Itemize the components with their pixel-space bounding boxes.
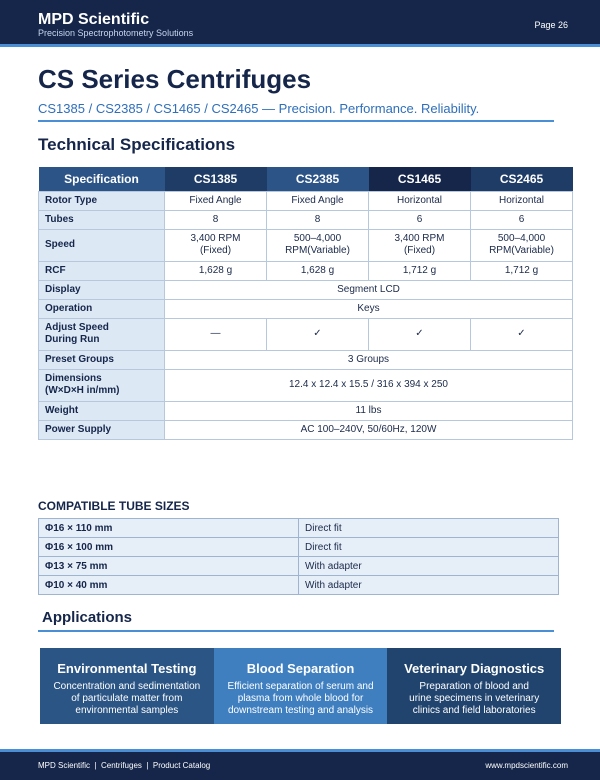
dash-icon: — [165, 318, 267, 350]
row-label-rotor: Rotor Type [39, 191, 165, 210]
desc-line: urine specimens in veterinary [409, 693, 540, 704]
table-cell: 1,712 g [369, 261, 471, 280]
cell-line: 3,400 RPM [394, 233, 445, 244]
card-description [387, 681, 561, 717]
tube-fit: Direct fit [299, 519, 559, 538]
desc-line: plasma from whole blood for [237, 693, 364, 704]
tube-size: Φ10 × 40 mm [39, 576, 299, 595]
page-number: Page 26 [534, 20, 568, 30]
table-cell [369, 229, 471, 261]
cell-line: 3,400 RPM [190, 233, 241, 244]
tube-fit: With adapter [299, 576, 559, 595]
row-label-tubes: Tubes [39, 210, 165, 229]
table-row [39, 210, 573, 229]
table-cell: AC 100–240V, 50/60Hz, 120W [165, 420, 573, 439]
label-line: (W×D×H in/mm) [45, 385, 120, 396]
application-cards [40, 648, 561, 724]
table-cell [471, 229, 573, 261]
tube-sizes-table [38, 518, 559, 595]
tube-sizes-heading: COMPATIBLE TUBE SIZES [38, 499, 190, 513]
table-cell: Fixed Angle [165, 191, 267, 210]
col-header-cs1385: CS1385 [165, 167, 267, 191]
row-label-weight: Weight [39, 401, 165, 420]
card-blood-separation [214, 648, 388, 724]
header-accent-rule [0, 44, 600, 47]
row-label-rcf: RCF [39, 261, 165, 280]
tube-size: Φ16 × 110 mm [39, 519, 299, 538]
card-description [40, 681, 214, 717]
tube-fit: Direct fit [299, 538, 559, 557]
row-label-speed: Speed [39, 229, 165, 261]
table-cell: 1,712 g [471, 261, 573, 280]
label-line: Dimensions [45, 373, 102, 384]
desc-line: clinics and field laboratories [412, 705, 536, 716]
table-cell: 3 Groups [165, 350, 573, 369]
cell-line: (Fixed) [199, 245, 232, 256]
row-label-adjust-speed [39, 318, 165, 350]
table-row [39, 401, 573, 420]
card-title: Blood Separation [246, 661, 355, 676]
table-row [39, 261, 573, 280]
col-header-cs2385: CS2385 [267, 167, 369, 191]
tube-size: Φ13 × 75 mm [39, 557, 299, 576]
label-line: Adjust Speed [45, 322, 109, 333]
desc-line: downstream testing and analysis [227, 705, 374, 716]
row-label-preset: Preset Groups [39, 350, 165, 369]
check-icon: ✓ [471, 318, 573, 350]
table-row [39, 350, 573, 369]
table-cell: 8 [267, 210, 369, 229]
row-label-operation: Operation [39, 299, 165, 318]
table-row [39, 280, 573, 299]
cell-line: RPM(Variable) [285, 245, 350, 256]
card-veterinary-diagnostics [387, 648, 561, 724]
desc-line: Preparation of blood and [419, 681, 529, 692]
cell-line: 500–4,000 [293, 233, 342, 244]
table-row [39, 369, 573, 401]
col-header-cs1465: CS1465 [369, 167, 471, 191]
label-line: During Run [45, 334, 100, 345]
col-header-specification: Specification [39, 167, 165, 191]
footer-breadcrumb: MPD Scientific | Centrifuges | Product Catalog [38, 761, 211, 770]
desc-line: environmental samples [75, 705, 179, 716]
applications-divider [38, 630, 554, 632]
table-row [39, 576, 559, 595]
table-cell: 6 [471, 210, 573, 229]
table-row [39, 538, 559, 557]
cell-line: RPM(Variable) [489, 245, 554, 256]
page-subtitle: CS1385 / CS2385 / CS1465 / CS2465 — Precision. Performance. Reliability. [38, 101, 480, 116]
table-cell: 1,628 g [267, 261, 369, 280]
table-row [39, 299, 573, 318]
table-cell: Horizontal [471, 191, 573, 210]
table-row [39, 229, 573, 261]
applications-heading: Applications [42, 609, 133, 626]
spec-table [38, 167, 573, 440]
table-cell [165, 229, 267, 261]
cell-line: 500–4,000 [497, 233, 546, 244]
card-title: Veterinary Diagnostics [404, 661, 545, 676]
row-label-dimensions [39, 369, 165, 401]
table-cell: 1,628 g [165, 261, 267, 280]
footer-website-link[interactable]: www.mpdscientific.com [485, 761, 568, 770]
table-cell: Fixed Angle [267, 191, 369, 210]
table-cell: 11 lbs [165, 401, 573, 420]
table-cell: 12.4 x 12.4 x 15.5 / 316 x 394 x 250 [165, 369, 573, 401]
table-cell: Segment LCD [165, 280, 573, 299]
table-row [39, 191, 573, 210]
page-title: CS Series Centrifuges [38, 64, 312, 94]
row-label-power: Power Supply [39, 420, 165, 439]
brand-tagline: Precision Spectrophotometry Solutions [38, 28, 194, 38]
card-environmental-testing [40, 648, 214, 724]
table-cell [267, 229, 369, 261]
brand-name: MPD Scientific [38, 11, 150, 28]
specs-heading: Technical Specifications [38, 135, 236, 154]
check-icon: ✓ [267, 318, 369, 350]
desc-line: of particulate matter from [71, 693, 183, 704]
table-row [39, 557, 559, 576]
table-cell: Keys [165, 299, 573, 318]
desc-line: Efficient separation of serum and [227, 681, 374, 692]
table-row [39, 318, 573, 350]
desc-line: Concentration and sedimentation [53, 681, 201, 692]
tube-fit: With adapter [299, 557, 559, 576]
card-title: Environmental Testing [57, 661, 197, 676]
spec-header-row [39, 167, 573, 191]
col-header-cs2465: CS2465 [471, 167, 573, 191]
table-cell: 8 [165, 210, 267, 229]
row-label-display: Display [39, 280, 165, 299]
title-divider [38, 120, 554, 122]
cell-line: (Fixed) [403, 245, 436, 256]
table-row [39, 519, 559, 538]
tube-size: Φ16 × 100 mm [39, 538, 299, 557]
check-icon: ✓ [369, 318, 471, 350]
table-cell: Horizontal [369, 191, 471, 210]
table-row [39, 420, 573, 439]
card-description [214, 681, 388, 717]
table-cell: 6 [369, 210, 471, 229]
